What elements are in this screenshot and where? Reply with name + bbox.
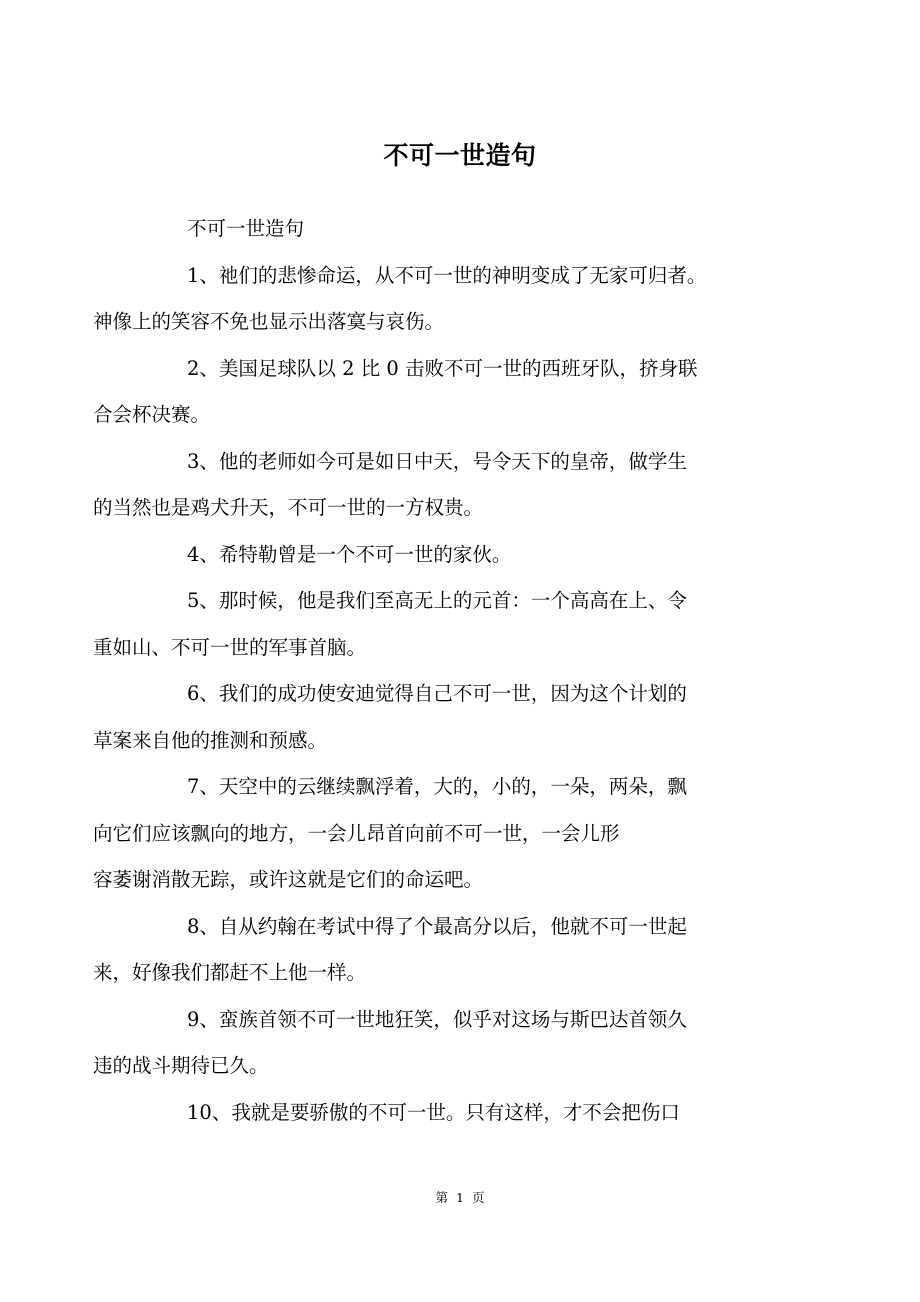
paragraph-4 (140, 532, 780, 579)
page-footer (0, 1189, 920, 1207)
text-line: 容萎谢消散无踪，或许这就是它们的命运吧。 (93, 868, 484, 891)
text-line: 神像上的笑容不免也显示出落寞与哀伤。 (93, 310, 445, 333)
text-line: 4、希特勒曾是一个不可一世的家伙。 (187, 542, 512, 566)
paragraph-9 (93, 997, 780, 1090)
page-number: 1 (456, 1190, 464, 1205)
paragraph-6 (93, 671, 780, 764)
page-label-prefix: 第 (435, 1190, 449, 1205)
text-line: 草案来自他的推测和预感。 (93, 728, 328, 752)
text-line: 7、天空中的云继续飘浮着，大的，小的，一朵，两朵，飘 (187, 775, 687, 798)
text-line: 重如山、不可一世的军事首脑。 (93, 635, 367, 659)
text-line: 10、我就是要骄傲的不可一世。只有这样，才不会把伤口 (187, 1100, 680, 1124)
page-label-suffix: 页 (471, 1190, 485, 1205)
paragraph-1 (93, 253, 780, 346)
text-line: 来，好像我们都赶不上他一样。 (93, 961, 367, 984)
paragraph-8 (93, 904, 780, 997)
paragraph-heading (140, 206, 780, 253)
paragraph-10 (140, 1090, 780, 1137)
text-line: 违的战斗期待已久。 (93, 1054, 269, 1077)
text-line: 2、美国足球队以 2 比 0 击败不可一世的西班牙队，挤身联 (187, 356, 698, 380)
text-line: 向它们应该飘向的地方，一会儿昂首向前不可一世，一会儿形 (93, 821, 620, 845)
text-line: 5、那时候，他是我们至高无上的元首：一个高高在上、令 (187, 589, 687, 612)
text-line: 的当然也是鸡犬升天，不可一世的一方权贵。 (93, 496, 484, 519)
text-line: 8、自从约翰在考试中得了个最高分以后，他就不可一世起 (187, 914, 687, 938)
text-line: 3、他的老师如今可是如日中天，号令天下的皇帝，做学生 (187, 449, 687, 473)
paragraph-7 (93, 764, 780, 904)
text-line: 1、祂们的悲惨命运，从不可一世的神明变成了无家可归者。 (187, 263, 707, 287)
text-line: 合会杯决赛。 (93, 403, 211, 426)
text-line: 6、我们的成功使安迪觉得自己不可一世，因为这个计划的 (187, 682, 687, 705)
text-line: 9、蛮族首领不可一世地狂笑，似乎对这场与斯巴达首领久 (187, 1007, 687, 1031)
document-body (93, 206, 780, 1136)
document-title: 不可一世造句 (383, 141, 537, 170)
text-line: 不可一世造句 (187, 217, 305, 240)
paragraph-3 (93, 439, 780, 532)
paragraph-5 (93, 578, 780, 671)
paragraph-2 (93, 346, 780, 439)
